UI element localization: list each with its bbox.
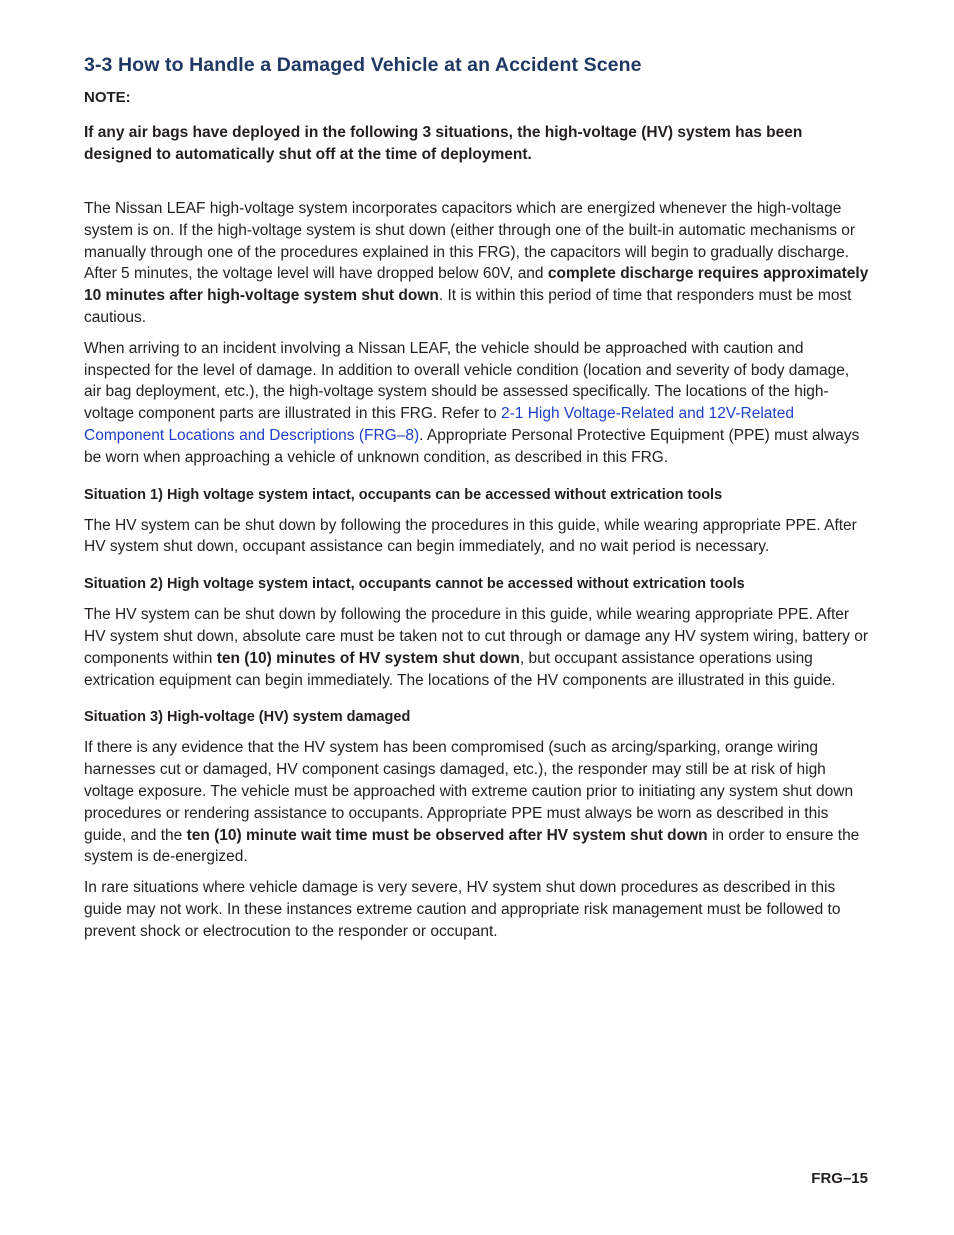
intro-p1-text-a: The Nissan LEAF high-voltage system incorporates capacitors which are energized whenever the high-voltage system is on. If the high-voltage system is shut down (either through one of the built-in automatic mechanisms or manually through one of the procedures explained in this FRG), the capacitors will begin to gradually discharge. After 5 minutes, the voltage level will have dropped below 60V, and: [84, 200, 856, 283]
intro-paragraph-2: [84, 338, 870, 469]
intro-p2-text-a: When arriving to an incident involving a Nissan LEAF, the vehicle should be approached with caution and inspected for the level of damage. In addition to overall vehicle condition (location and severity of body damage, air bag deployment, etc.), the high-voltage system should be assessed specifically. The locations of the high-voltage component parts are illustrated in this FRG. Refer to: [84, 339, 850, 423]
section-heading: 3-3 How to Handle a Damaged Vehicle at an Accident Scene: [84, 54, 642, 76]
note-text: If any air bags have deployed in the following 3 situations, the high-voltage (HV) system has been designed to automatically shut off at the time of deployment.: [84, 124, 803, 163]
intro-p2-text-b: . Appropriate Personal Protective Equipment (PPE) must always be worn when approaching a vehicle of unknown condition, as described in this FRG.: [84, 426, 860, 466]
situation-2-text: [84, 604, 870, 691]
situation-1-text: The HV system can be shut down by following the procedures in this guide, while wearing appropriate PPE. After HV system shut down, occupant assistance can begin immediately, and no wait period is necessary.: [84, 516, 857, 556]
situation-3-text-b: in order to ensure the system is de-energized.: [84, 826, 860, 866]
component-locations-link[interactable]: 2-1 High Voltage-Related and 12V-Related Component Locations and Descriptions (FRG–8): [84, 405, 794, 444]
situation-2-bold: ten (10) minutes of HV system shut down: [216, 649, 520, 667]
situation-3-text: [84, 737, 870, 868]
intro-paragraph-1: [84, 198, 870, 329]
intro-p1-bold: complete discharge requires approximately 10 minutes after high-voltage system shut down: [84, 265, 869, 305]
document-page: [84, 52, 870, 952]
situation-3-text-a: If there is any evidence that the HV system has been compromised (such as arcing/sparking, orange wiring harnesses cut or damaged, HV component casings damaged, etc.), the responder may still be at risk of high voltage exposure. The vehicle must be approached with extreme caution prior to initiating any system shut down procedures or rendering assistance to occupants. Appropriate PPE must always be worn as described in this guide, and the: [84, 739, 854, 844]
situation-1-heading: Situation 1) High voltage system intact, occupants can be accessed without extrication tools: [84, 486, 723, 503]
situation-2-heading: Situation 2) High voltage system intact, occupants cannot be accessed without extrication tools: [84, 576, 745, 593]
page-number: FRG–15: [811, 1170, 868, 1187]
closing-paragraph: In rare situations where vehicle damage is very severe, HV system shut down procedures as described in this guide may not work. In these instances extreme caution and appropriate risk management must be followed to prevent shock or electrocution to the responder or occupant.: [84, 879, 841, 940]
situation-3-heading: Situation 3) High-voltage (HV) system damaged: [84, 709, 411, 726]
intro-p1-text-b: . It is within this period of time that responders must be most cautious.: [84, 287, 852, 326]
situation-3-bold: ten (10) minute wait time must be observed after HV system shut down: [186, 826, 708, 844]
situation-2-text-b: , but occupant assistance operations using extrication equipment can begin immediately. The locations of the HV components are illustrated in this guide.: [84, 649, 836, 689]
note-label: NOTE:: [84, 89, 131, 106]
situation-2-text-a: The HV system can be shut down by following the procedure in this guide, while wearing appropriate PPE. After HV system shut down, absolute care must be taken not to cut through or damage any HV system wiring, battery or components within: [84, 606, 868, 667]
